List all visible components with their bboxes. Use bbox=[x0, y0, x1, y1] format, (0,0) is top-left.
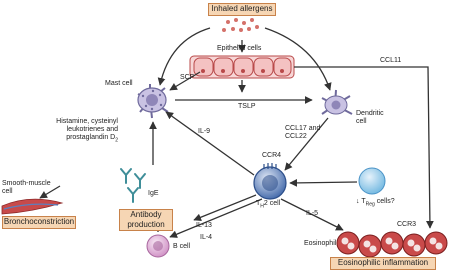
ccl11-label: CCL11 bbox=[380, 57, 402, 64]
epithelial-cells bbox=[190, 56, 294, 78]
ige-antibodies bbox=[121, 169, 145, 202]
th2-subscript: H bbox=[260, 203, 264, 210]
eosinophils bbox=[337, 232, 447, 257]
il5-label: IL-5 bbox=[306, 210, 319, 217]
th2-suffix: 2 cell bbox=[263, 200, 281, 207]
ccr3-label: CCR3 bbox=[397, 221, 417, 228]
b-cell-label: B cell bbox=[173, 243, 191, 250]
mediators-label bbox=[26, 118, 118, 144]
treg-subscript: Reg bbox=[365, 201, 375, 208]
tslp-label: TSLP bbox=[238, 103, 256, 110]
il4-label: IL-4 bbox=[200, 234, 213, 241]
th2-cell bbox=[254, 163, 286, 199]
allergen-particles bbox=[222, 18, 259, 32]
b-cell bbox=[147, 235, 169, 257]
treg-cell bbox=[359, 168, 385, 194]
dendritic-cell bbox=[322, 90, 352, 114]
il13-label: IL-13 bbox=[196, 222, 212, 229]
inhaled-allergens-box: Inhaled allergens bbox=[208, 3, 276, 16]
th2-label bbox=[256, 200, 280, 210]
mediators-text: Histamine, cysteinyl leukotrienes and prostaglandin D bbox=[56, 118, 118, 141]
antibody-production-box: Antibody production bbox=[119, 209, 173, 231]
smooth-muscle-label: Smooth-muscle cell bbox=[2, 180, 51, 195]
epithelial-cells-label: Epithelial cells bbox=[217, 45, 262, 52]
treg-prefix: ↓ T bbox=[356, 198, 366, 205]
treg-label bbox=[356, 198, 395, 208]
ige-label: IgE bbox=[148, 190, 159, 197]
dendritic-cell-label: Dendritic cell bbox=[356, 110, 384, 125]
th2-prefix: T bbox=[256, 200, 261, 207]
ccl17-ccl22-label: CCL17 and CCL22 bbox=[285, 125, 321, 140]
treg-suffix: cells? bbox=[374, 198, 395, 205]
eosinophilic-inflammation-box: Eosinophilic inflammation bbox=[330, 257, 436, 270]
bronchoconstriction-box: Bronchoconstriction bbox=[2, 216, 76, 229]
eosinophil-label: Eosinophil bbox=[304, 240, 337, 247]
il9-label: IL-9 bbox=[198, 128, 211, 135]
mast-cell-label: Mast cell bbox=[105, 80, 133, 87]
smooth-muscle-cell bbox=[2, 199, 62, 214]
scf-label: SCF bbox=[180, 74, 194, 81]
ccr4-label: CCR4 bbox=[262, 152, 282, 159]
mast-cell bbox=[138, 84, 168, 118]
mediators-subscript: 2 bbox=[115, 137, 118, 144]
